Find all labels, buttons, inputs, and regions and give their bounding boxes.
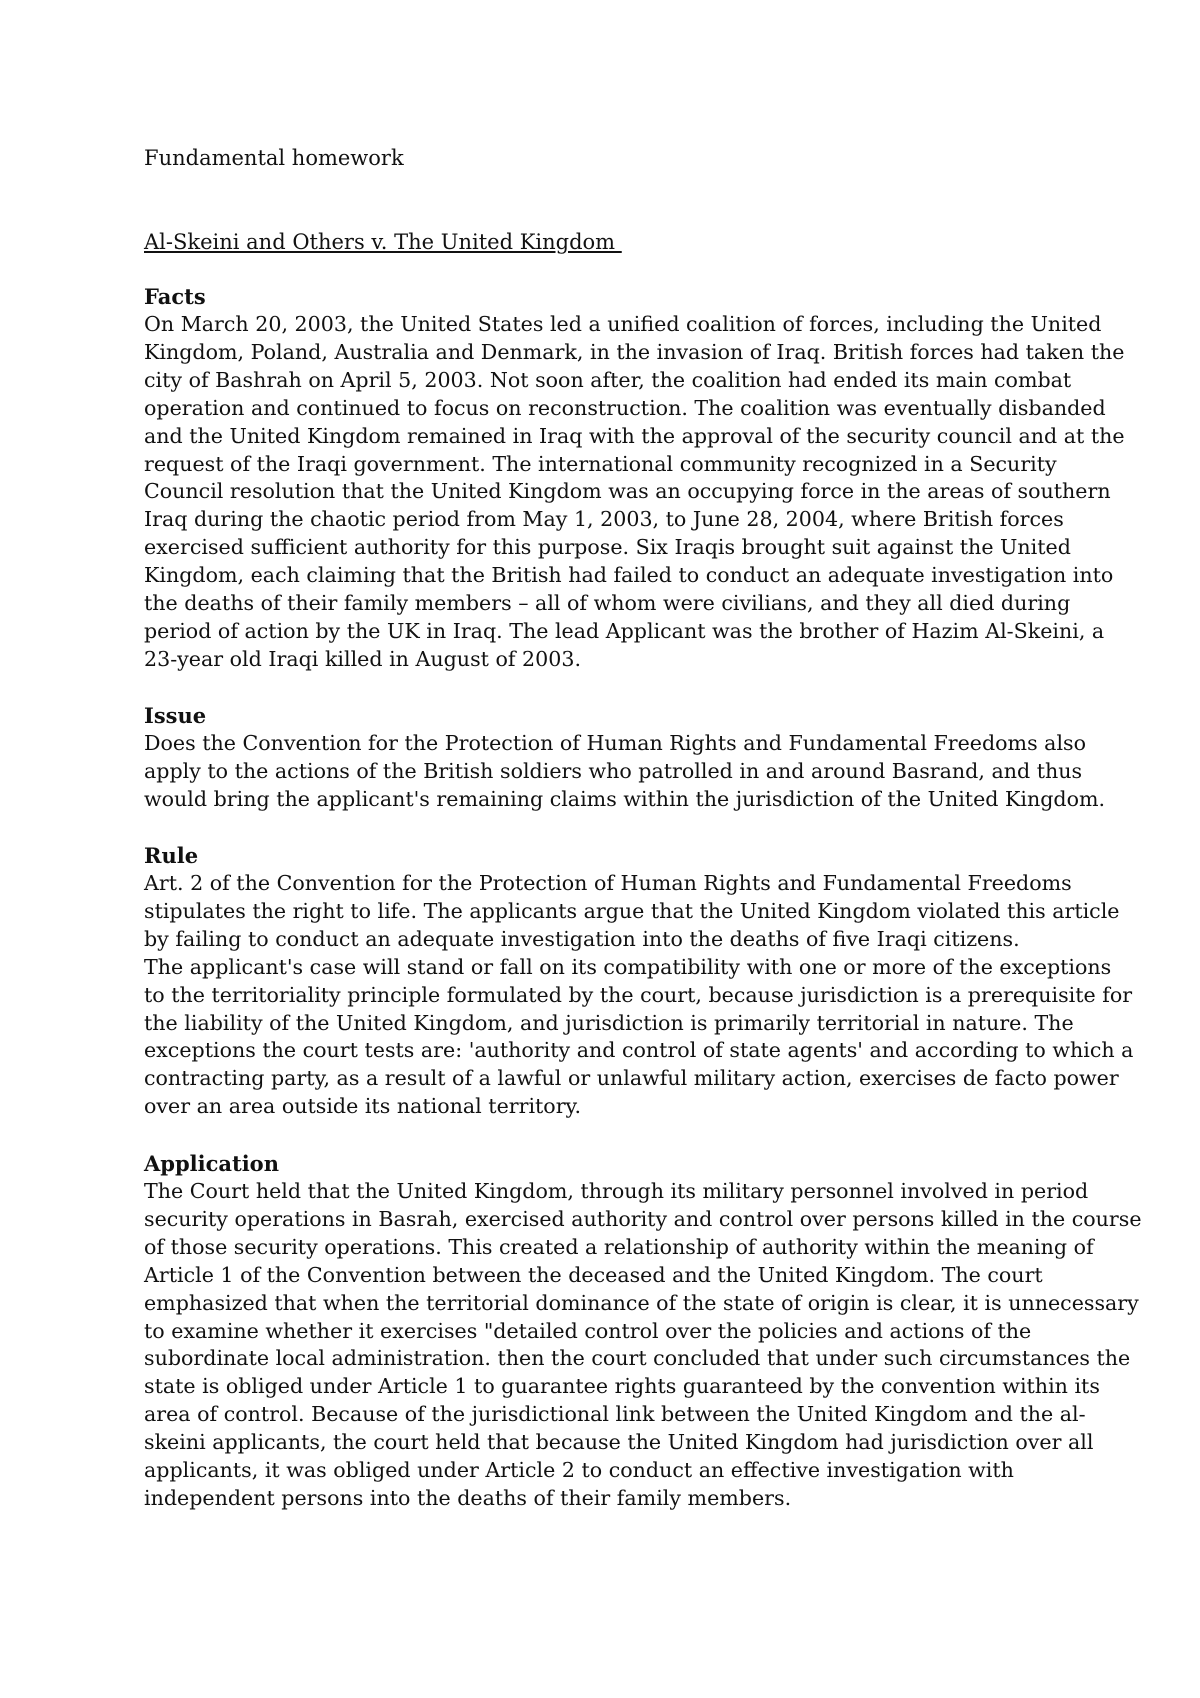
- text-line: request of the Iraqi government. The international community recognized in a Security: [144, 451, 1057, 476]
- text-line: of those security operations. This created a relationship of authority within the meaning of: [144, 1234, 1094, 1259]
- text-line: over an area outside its national territory.: [144, 1094, 581, 1119]
- text-line: security operations in Basrah, exercised authority and control over persons killed in the course: [144, 1206, 1142, 1231]
- text-line: Art. 2 of the Convention for the Protection of Human Rights and Fundamental Freedoms: [144, 871, 1072, 895]
- text-line: Kingdom, each claiming that the British had failed to conduct an adequate investigation into: [144, 563, 1114, 588]
- section-application: [144, 1150, 1142, 1513]
- text-line: the liability of the United Kingdom, and jurisdiction is primarily territorial in nature. The: [144, 1010, 1074, 1035]
- section-paragraph: [144, 954, 1134, 1121]
- section-issue: [144, 702, 1106, 814]
- document-title: Fundamental homework: [144, 146, 404, 170]
- section-heading: Facts: [144, 284, 206, 309]
- text-line: skeini applicants, the court held that because the United Kingdom had jurisdiction over all: [144, 1430, 1094, 1455]
- text-line: contracting party, as a result of a lawful or unlawful military action, exercises de facto power: [144, 1066, 1119, 1091]
- text-line: Article 1 of the Convention between the deceased and the United Kingdom. The court: [144, 1262, 1043, 1287]
- text-line: Iraq during the chaotic period from May 1, 2003, to June 28, 2004, where British forces: [144, 507, 1064, 532]
- text-line: exercised sufficient authority for this purpose. Six Iraqis brought suit against the United: [144, 535, 1071, 560]
- section-paragraph: [144, 870, 1120, 954]
- text-line: period of action by the UK in Iraq. The lead Applicant was the brother of Hazim Al-Skeini, a: [144, 618, 1105, 643]
- text-line: city of Bashrah on April 5, 2003. Not soon after, the coalition had ended its main combat: [144, 367, 1072, 392]
- text-line: would bring the applicant's remaining claims within the jurisdiction of the United Kingdom.: [144, 786, 1106, 811]
- text-line: On March 20, 2003, the United States led a unified coalition of forces, including the United: [144, 312, 1102, 336]
- text-line: Does the Convention for the Protection of Human Rights and Fundamental Freedoms also: [144, 731, 1087, 755]
- text-line: by failing to conduct an adequate investigation into the deaths of five Iraqi citizens.: [144, 926, 1020, 951]
- text-line: apply to the actions of the British soldiers who patrolled in and around Basrand, and thus: [144, 758, 1083, 783]
- section-heading: Application: [144, 1151, 279, 1176]
- text-line: operation and continued to focus on reconstruction. The coalition was eventually disbanded: [144, 395, 1106, 420]
- text-line: stipulates the right to life. The applicants argue that the United Kingdom violated this article: [144, 898, 1120, 923]
- section-heading: Rule: [144, 843, 199, 868]
- text-line: emphasized that when the territorial dominance of the state of origin is clear, it is unnecessary: [144, 1290, 1139, 1315]
- text-line: exceptions the court tests are: 'authority and control of state agents' and according to which a: [144, 1038, 1134, 1063]
- text-line: state is obliged under Article 1 to guarantee rights guaranteed by the convention within its: [144, 1374, 1100, 1399]
- text-line: area of control. Because of the jurisdictional link between the United Kingdom and the al-: [144, 1402, 1086, 1427]
- section-paragraph: [144, 730, 1106, 814]
- text-line: Council resolution that the United Kingdom was an occupying force in the areas of southern: [144, 479, 1111, 504]
- text-line: and the United Kingdom remained in Iraq with the approval of the security council and at the: [144, 423, 1125, 448]
- text-line: independent persons into the deaths of their family members.: [144, 1485, 792, 1510]
- text-line: The applicant's case will stand or fall on its compatibility with one or more of the exceptions: [144, 954, 1112, 979]
- section-paragraph: [144, 311, 1125, 674]
- text-line: subordinate local administration. then the court concluded that under such circumstances the: [144, 1346, 1131, 1371]
- text-line: The Court held that the United Kingdom, through its military personnel involved in period: [144, 1179, 1089, 1203]
- text-line: 23-year old Iraqi killed in August of 2003.: [144, 646, 581, 671]
- text-line: the deaths of their family members – all of whom were civilians, and they all died during: [144, 591, 1071, 616]
- section-heading: Issue: [144, 703, 207, 728]
- text-line: to the territoriality principle formulated by the court, because jurisdiction is a prerequisite for: [144, 982, 1133, 1007]
- section-paragraph: [144, 1178, 1142, 1513]
- text-line: applicants, it was obliged under Article 2 to conduct an effective investigation with: [144, 1458, 1014, 1483]
- section-rule: [144, 842, 1134, 1121]
- text-line: Kingdom, Poland, Australia and Denmark, in the invasion of Iraq. British forces had taken the: [144, 339, 1125, 364]
- case-title: Al-Skeini and Others v. The United Kingdom: [144, 230, 622, 254]
- section-facts: [144, 283, 1125, 674]
- text-line: to examine whether it exercises "detailed control over the policies and actions of the: [144, 1318, 1032, 1343]
